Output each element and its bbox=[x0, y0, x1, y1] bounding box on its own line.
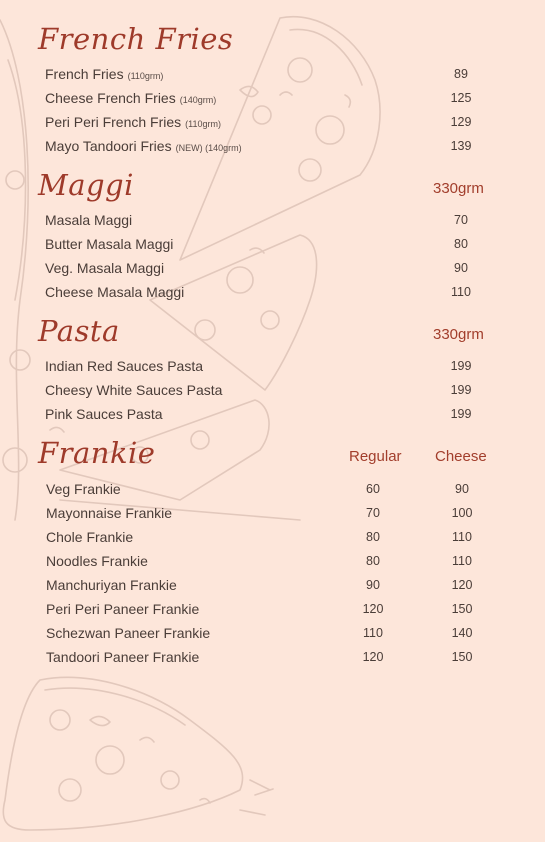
item-price: 110 bbox=[451, 285, 471, 299]
menu-item bbox=[45, 114, 515, 134]
item-price-regular: 120 bbox=[362, 602, 384, 616]
item-price-cheese: 120 bbox=[451, 578, 473, 592]
menu-item bbox=[46, 505, 516, 525]
item-name: Veg Frankie bbox=[46, 481, 121, 497]
item-note: (NEW) (140grm) bbox=[175, 143, 242, 153]
item-price: 125 bbox=[450, 91, 472, 105]
item-note: (140grm) bbox=[179, 95, 217, 105]
pasta-size-label: 330grm bbox=[433, 326, 484, 343]
column-header-regular: Regular bbox=[349, 448, 402, 465]
item-price-cheese: 140 bbox=[451, 626, 473, 640]
section-title-french-fries: French Fries bbox=[38, 22, 234, 56]
item-price: 199 bbox=[450, 383, 472, 397]
item-name: Cheese Masala Maggi bbox=[45, 284, 185, 300]
menu-item bbox=[45, 236, 515, 256]
item-name: French Fries bbox=[45, 66, 124, 82]
menu-item bbox=[46, 553, 516, 573]
item-price-cheese: 110 bbox=[452, 530, 472, 544]
item-note: (110grm) bbox=[185, 119, 221, 129]
item-price-cheese: 90 bbox=[455, 482, 469, 496]
item-price: 199 bbox=[450, 359, 472, 373]
column-header-cheese: Cheese bbox=[435, 448, 487, 465]
item-name: Mayo Tandoori Fries bbox=[45, 138, 172, 154]
menu-item bbox=[46, 577, 516, 597]
item-price-regular: 70 bbox=[366, 506, 380, 520]
menu-item bbox=[46, 481, 516, 501]
item-name: Masala Maggi bbox=[45, 212, 133, 228]
item-name: Pink Sauces Pasta bbox=[45, 406, 163, 422]
item-name: Cheese French Fries bbox=[45, 90, 176, 106]
menu-item bbox=[45, 66, 515, 86]
item-name: Chole Frankie bbox=[46, 529, 134, 545]
menu-item bbox=[45, 260, 515, 280]
item-name: Noodles Frankie bbox=[46, 553, 148, 569]
maggi-size-label: 330grm bbox=[433, 180, 484, 197]
item-name: Peri Peri French Fries bbox=[45, 114, 182, 130]
section-title-pasta: Pasta bbox=[38, 314, 120, 348]
section-title-frankie: Frankie bbox=[38, 436, 156, 470]
menu-item bbox=[46, 529, 516, 549]
item-price: 89 bbox=[454, 67, 468, 81]
item-price: 139 bbox=[450, 139, 472, 153]
menu-item bbox=[45, 90, 515, 110]
item-price: 129 bbox=[450, 115, 472, 129]
menu-item bbox=[45, 284, 515, 304]
item-price-cheese: 150 bbox=[451, 602, 473, 616]
item-name: Tandoori Paneer Frankie bbox=[46, 649, 200, 665]
item-price-regular: 60 bbox=[366, 482, 380, 496]
item-price: 70 bbox=[454, 213, 468, 227]
menu-item bbox=[45, 138, 515, 158]
item-price-regular: 120 bbox=[362, 650, 384, 664]
item-note: (110grm) bbox=[127, 71, 164, 81]
section-title-maggi: Maggi bbox=[38, 168, 134, 202]
item-name: Mayonnaise Frankie bbox=[46, 505, 173, 521]
item-price-cheese: 150 bbox=[451, 650, 473, 664]
item-name: Schezwan Paneer Frankie bbox=[46, 625, 211, 641]
item-price-cheese: 100 bbox=[451, 506, 473, 520]
item-price-regular: 80 bbox=[366, 554, 380, 568]
item-name: Indian Red Sauces Pasta bbox=[45, 358, 203, 374]
item-price-regular: 110 bbox=[363, 626, 383, 640]
menu-item bbox=[45, 382, 515, 402]
item-name: Manchuriyan Frankie bbox=[46, 577, 177, 593]
item-price-regular: 80 bbox=[366, 530, 380, 544]
item-name: Peri Peri Paneer Frankie bbox=[46, 601, 200, 617]
item-price: 80 bbox=[454, 237, 468, 251]
menu-item bbox=[46, 601, 516, 621]
item-name: Cheesy White Sauces Pasta bbox=[45, 382, 223, 398]
menu-item bbox=[45, 212, 515, 232]
item-price: 199 bbox=[450, 407, 472, 421]
item-name: Butter Masala Maggi bbox=[45, 236, 174, 252]
menu-item bbox=[45, 358, 515, 378]
item-name: Veg. Masala Maggi bbox=[45, 260, 165, 276]
menu-item bbox=[45, 406, 515, 426]
menu-item bbox=[46, 625, 516, 645]
item-price: 90 bbox=[454, 261, 468, 275]
item-price-regular: 90 bbox=[366, 578, 380, 592]
menu-item bbox=[46, 649, 516, 669]
item-price-cheese: 110 bbox=[452, 554, 472, 568]
